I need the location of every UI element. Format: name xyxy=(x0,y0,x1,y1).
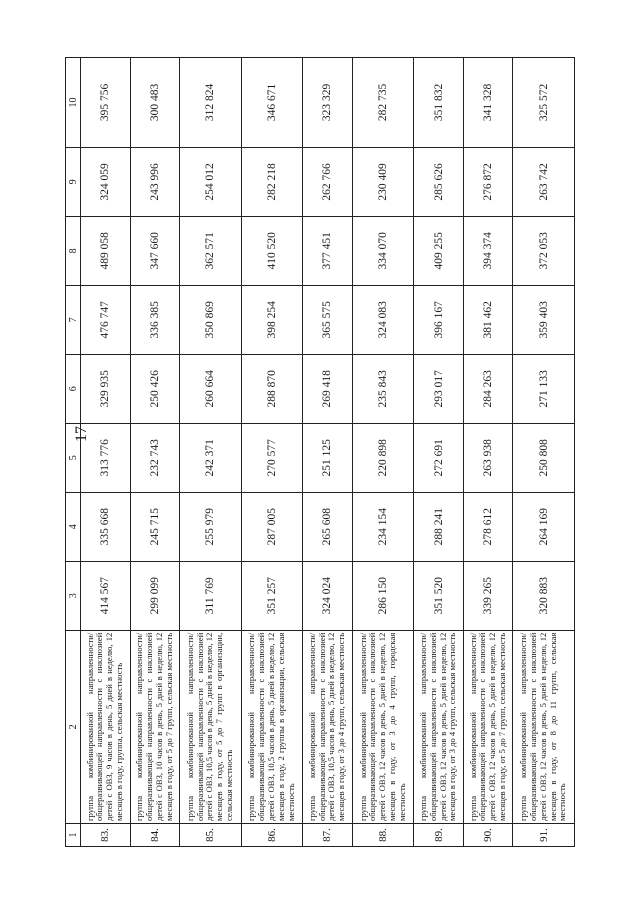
rotated-table-container xyxy=(65,57,575,847)
cost-value: 323 329 xyxy=(303,58,353,148)
cost-value: 409 255 xyxy=(414,216,464,285)
cost-value: 359 403 xyxy=(513,285,575,354)
cost-value: 299 099 xyxy=(130,561,180,630)
cost-value: 381 462 xyxy=(463,285,513,354)
cost-value: 325 572 xyxy=(513,58,575,148)
cost-value: 335 668 xyxy=(81,492,131,561)
cost-value: 282 735 xyxy=(352,58,414,148)
table-row xyxy=(241,58,303,847)
group-description: группа комбинированной направленности/общеразвивающей направленности с инклюзией детей с ОВЗ, 12 часов в день, 5 дней в неделю, 12 месяцев в году, от 3 до 4 групп, городская местность xyxy=(352,630,414,823)
cost-value: 365 575 xyxy=(303,285,353,354)
cost-value: 347 660 xyxy=(130,216,180,285)
cost-value: 282 218 xyxy=(241,147,303,216)
group-description: группа комбинированной направленности/общеразвивающей направленности с инклюзией детей с ОВЗ, 9 часов в день, 5 дней в неделю, 12 месяцев в году, группа, сельская местность xyxy=(81,630,131,823)
cost-value: 288 870 xyxy=(241,354,303,423)
cost-value: 324 059 xyxy=(81,147,131,216)
table-row xyxy=(414,58,464,847)
table-row xyxy=(130,58,180,847)
cost-value: 288 241 xyxy=(414,492,464,561)
cost-value: 270 577 xyxy=(241,423,303,492)
cost-value: 320 883 xyxy=(513,561,575,630)
cost-value: 410 520 xyxy=(241,216,303,285)
column-header: 9 xyxy=(66,147,81,216)
group-description: группа комбинированной направленности/общеразвивающей направленности с инклюзией детей с ОВЗ, 10 часов в день, 5 дней в неделю, 12 месяцев в году, от 5 до 7 групп, сельская местность xyxy=(130,630,180,823)
cost-value: 351 520 xyxy=(414,561,464,630)
cost-value: 394 374 xyxy=(463,216,513,285)
table-row xyxy=(81,58,131,847)
cost-value: 235 843 xyxy=(352,354,414,423)
cost-value: 324 024 xyxy=(303,561,353,630)
cost-value: 489 058 xyxy=(81,216,131,285)
cost-value: 339 265 xyxy=(463,561,513,630)
cost-value: 220 898 xyxy=(352,423,414,492)
cost-value: 271 133 xyxy=(513,354,575,423)
cost-value: 255 979 xyxy=(180,492,242,561)
cost-value: 242 371 xyxy=(180,423,242,492)
group-description: группа комбинированной направленности/общеразвивающей направленности с инклюзией детей с ОВЗ, 10,5 часов в день, 5 дней в неделю, 12 месяцев в году, 2 группы в организации, сельская местность xyxy=(241,630,303,823)
cost-value: 377 451 xyxy=(303,216,353,285)
row-number: 83. xyxy=(81,824,131,847)
column-header: 8 xyxy=(66,216,81,285)
cost-value: 272 691 xyxy=(414,423,464,492)
table-body xyxy=(66,58,575,847)
row-number: 87. xyxy=(303,824,353,847)
cost-value: 329 935 xyxy=(81,354,131,423)
table-row xyxy=(513,58,575,847)
cost-value: 300 483 xyxy=(130,58,180,148)
row-number: 90. xyxy=(463,824,513,847)
cost-value: 251 125 xyxy=(303,423,353,492)
cost-value: 362 571 xyxy=(180,216,242,285)
cost-value: 262 766 xyxy=(303,147,353,216)
cost-value: 284 263 xyxy=(463,354,513,423)
cost-value: 250 808 xyxy=(513,423,575,492)
cost-value: 234 154 xyxy=(352,492,414,561)
page-number: 17 xyxy=(73,426,90,442)
table-row xyxy=(180,58,242,847)
row-number: 85. xyxy=(180,824,242,847)
group-description: группа комбинированной направленности/общеразвивающей направленности с инклюзией детей с ОВЗ, 10,5 часов в день, 5 дней в неделю, 12 месяцев в году, от 5 до 7 групп в организации, сельская местность xyxy=(180,630,242,823)
cost-value: 414 567 xyxy=(81,561,131,630)
cost-value: 260 664 xyxy=(180,354,242,423)
row-number: 84. xyxy=(130,824,180,847)
row-number: 86. xyxy=(241,824,303,847)
cost-value: 286 150 xyxy=(352,561,414,630)
cost-value: 278 612 xyxy=(463,492,513,561)
cost-value: 245 715 xyxy=(130,492,180,561)
column-header: 10 xyxy=(66,58,81,148)
cost-value: 398 254 xyxy=(241,285,303,354)
cost-value: 336 385 xyxy=(130,285,180,354)
cost-value: 312 824 xyxy=(180,58,242,148)
cost-value: 351 257 xyxy=(241,561,303,630)
cost-value: 276 872 xyxy=(463,147,513,216)
column-header: 7 xyxy=(66,285,81,354)
cost-value: 265 608 xyxy=(303,492,353,561)
column-header: 4 xyxy=(66,492,81,561)
column-header: 3 xyxy=(66,561,81,630)
cost-value: 250 426 xyxy=(130,354,180,423)
column-header: 6 xyxy=(66,354,81,423)
cost-value: 350 869 xyxy=(180,285,242,354)
group-description: группа комбинированной направленности/общеразвивающей направленности с инклюзией детей с ОВЗ, 10,5 часов в день, 5 дней в неделю, 12 месяцев в году, от 3 до 4 групп, сельская местность xyxy=(303,630,353,823)
table-row xyxy=(352,58,414,847)
cost-value: 396 167 xyxy=(414,285,464,354)
cost-value: 351 832 xyxy=(414,58,464,148)
group-description: группа комбинированной направленности/общеразвивающей направленности с инклюзией детей с ОВЗ, 12 часов в день, 5 дней в неделю, 12 месяцев в году, от 5 до 7 групп, сельская местность xyxy=(463,630,513,823)
cost-value: 293 017 xyxy=(414,354,464,423)
cost-value: 287 005 xyxy=(241,492,303,561)
cost-value: 263 742 xyxy=(513,147,575,216)
cost-value: 263 938 xyxy=(463,423,513,492)
column-header: 2 xyxy=(66,630,81,823)
table-row xyxy=(303,58,353,847)
cost-value: 230 409 xyxy=(352,147,414,216)
cost-value: 346 671 xyxy=(241,58,303,148)
cost-value: 324 083 xyxy=(352,285,414,354)
row-number: 91. xyxy=(513,824,575,847)
cost-table xyxy=(65,57,575,847)
row-number: 89. xyxy=(414,824,464,847)
cost-value: 395 756 xyxy=(81,58,131,148)
column-header: 5 xyxy=(66,423,81,492)
cost-value: 269 418 xyxy=(303,354,353,423)
cost-value: 311 769 xyxy=(180,561,242,630)
cost-value: 372 053 xyxy=(513,216,575,285)
group-description: группа комбинированной направленности/общеразвивающей направленности с инклюзией детей с ОВЗ, 12 часов в день, 5 дней в неделю, 12 месяцев в году, от 3 до 4 групп, сельская местность xyxy=(414,630,464,823)
header-row xyxy=(66,58,81,847)
table-row xyxy=(463,58,513,847)
cost-value: 285 626 xyxy=(414,147,464,216)
group-description: группа комбинированной направленности/общеразвивающей направленности с инклюзией детей с ОВЗ, 12 часов в день, 5 дней в неделю, 12 месяцев в году, от 8 до 11 групп, сельская местность xyxy=(513,630,575,823)
cost-value: 476 747 xyxy=(81,285,131,354)
cost-value: 254 012 xyxy=(180,147,242,216)
row-number: 88. xyxy=(352,824,414,847)
cost-value: 232 743 xyxy=(130,423,180,492)
cost-value: 341 328 xyxy=(463,58,513,148)
cost-value: 243 996 xyxy=(130,147,180,216)
column-header: 1 xyxy=(66,824,81,847)
cost-value: 313 776 xyxy=(81,423,131,492)
cost-value: 264 169 xyxy=(513,492,575,561)
cost-value: 334 070 xyxy=(352,216,414,285)
